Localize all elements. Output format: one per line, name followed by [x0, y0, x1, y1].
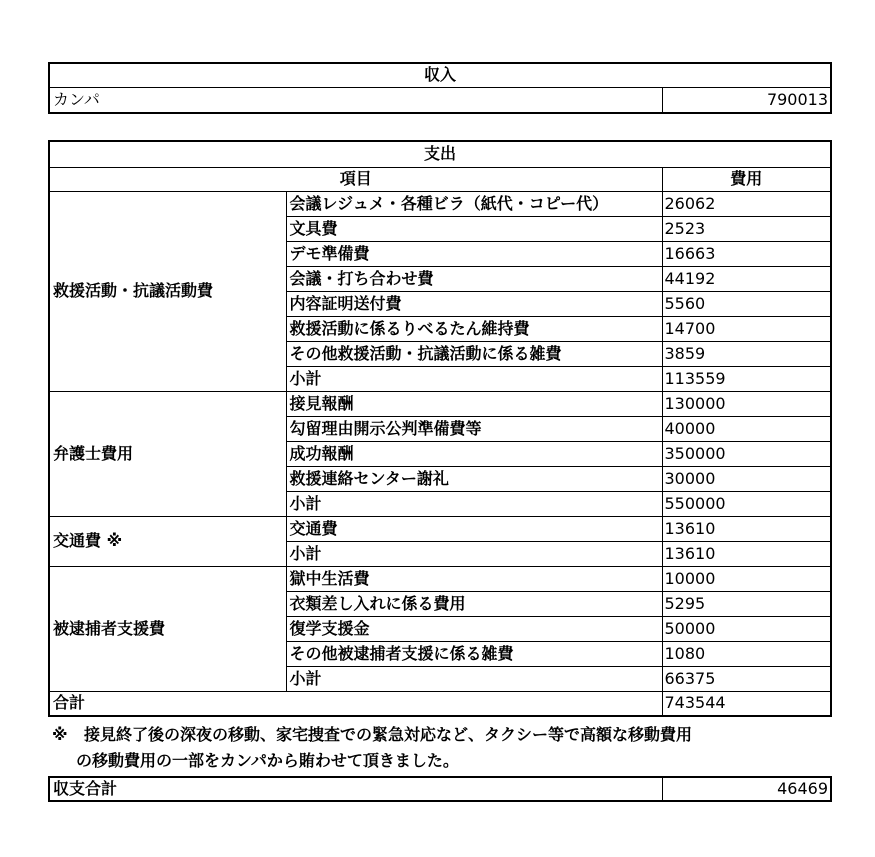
- table-row: [49, 391, 831, 416]
- balance-label: 収支合計: [49, 777, 662, 801]
- item-name: 会議・打ち合わせ費: [286, 266, 662, 291]
- category-cell: 被逮捕者支援費: [49, 566, 286, 691]
- category-cell: 交通費 ※: [49, 516, 286, 566]
- item-cost: 350000: [662, 441, 831, 466]
- balance-value: 46469: [662, 777, 831, 801]
- table-row: [49, 191, 831, 216]
- item-cost: 10000: [662, 566, 831, 591]
- subtotal-value: 13610: [662, 541, 831, 566]
- item-cost: 5560: [662, 291, 831, 316]
- total-label: 合計: [49, 691, 662, 716]
- item-cost: 50000: [662, 616, 831, 641]
- item-cost: 1080: [662, 641, 831, 666]
- item-name: 勾留理由開示公判準備費等: [286, 416, 662, 441]
- item-name: その他被逮捕者支援に係る雑費: [286, 641, 662, 666]
- category-cell: 弁護士費用: [49, 391, 286, 516]
- item-name: 内容証明送付費: [286, 291, 662, 316]
- item-cost: 2523: [662, 216, 831, 241]
- footnote-line-2: の移動費用の一部をカンパから賄わせて頂きました。: [76, 751, 459, 770]
- expense-header-row: [49, 141, 831, 167]
- income-table: [48, 62, 832, 114]
- subtotal-label: 小計: [286, 491, 662, 516]
- item-name: 獄中生活費: [286, 566, 662, 591]
- item-name: 会議レジュメ・各種ビラ（紙代・コピー代）: [286, 191, 662, 216]
- expense-table: [48, 140, 832, 717]
- item-name: 衣類差し入れに係る費用: [286, 591, 662, 616]
- expense-header: 支出: [49, 141, 831, 167]
- item-name: デモ準備費: [286, 241, 662, 266]
- item-cost: 5295: [662, 591, 831, 616]
- subtotal-value: 66375: [662, 666, 831, 691]
- item-cost: 3859: [662, 341, 831, 366]
- subtotal-value: 550000: [662, 491, 831, 516]
- income-value: 790013: [662, 87, 831, 113]
- item-cost: 30000: [662, 466, 831, 491]
- subtotal-value: 113559: [662, 366, 831, 391]
- balance-row: [49, 777, 831, 801]
- footnote: [48, 722, 834, 776]
- item-cost: 14700: [662, 316, 831, 341]
- subtotal-label: 小計: [286, 366, 662, 391]
- table-row: [49, 566, 831, 591]
- income-label: カンパ: [49, 87, 662, 113]
- item-name: 成功報酬: [286, 441, 662, 466]
- column-header-row: [49, 167, 831, 191]
- balance-table: [48, 776, 832, 802]
- subtotal-label: 小計: [286, 666, 662, 691]
- footnote-text-1: 接見終了後の深夜の移動、家宅捜査での緊急対応など、タクシー等で高額な移動費用: [84, 725, 693, 744]
- column-header-cost: 費用: [662, 167, 831, 191]
- column-header-item: 項目: [49, 167, 662, 191]
- item-cost: 26062: [662, 191, 831, 216]
- item-name: 復学支援金: [286, 616, 662, 641]
- item-cost: 130000: [662, 391, 831, 416]
- income-header: 収入: [49, 63, 831, 87]
- item-name: 接見報酬: [286, 391, 662, 416]
- total-row: [49, 691, 831, 716]
- item-cost: 16663: [662, 241, 831, 266]
- category-cell: 救援活動・抗議活動費: [49, 191, 286, 391]
- footnote-line-1: [48, 722, 834, 748]
- income-header-row: [49, 63, 831, 87]
- footnote-mark: ※: [52, 725, 68, 744]
- item-cost: 44192: [662, 266, 831, 291]
- item-name: その他救援活動・抗議活動に係る雑費: [286, 341, 662, 366]
- total-value: 743544: [662, 691, 831, 716]
- income-row: [49, 87, 831, 113]
- item-name: 救援連絡センター謝礼: [286, 466, 662, 491]
- item-name: 文具費: [286, 216, 662, 241]
- item-cost: 40000: [662, 416, 831, 441]
- subtotal-label: 小計: [286, 541, 662, 566]
- table-row: [49, 516, 831, 541]
- item-cost: 13610: [662, 516, 831, 541]
- item-name: 交通費: [286, 516, 662, 541]
- item-name: 救援活動に係るりべるたん維持費: [286, 316, 662, 341]
